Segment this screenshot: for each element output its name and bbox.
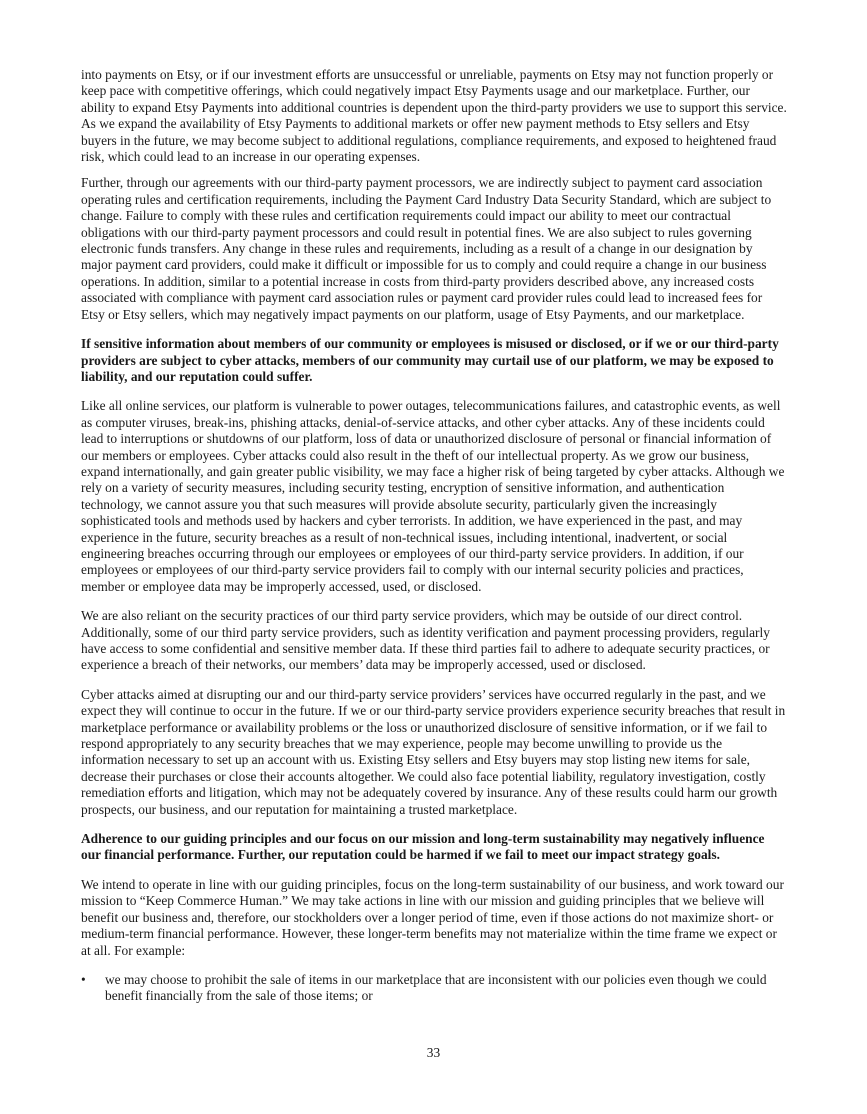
section-heading-guiding-principles: Adherence to our guiding principles and our focus on our mission and long-term sustainability may negatively influence our financial performance. Further, our reputation could be harmed if we fail to meet our impact strategy goals. xyxy=(81,831,765,863)
bullet-text: we may choose to prohibit the sale of items in our marketplace that are inconsistent with our policies even though we could benefit financially from the sale of those items; or xyxy=(105,971,767,1004)
page-number: 33 xyxy=(426,1045,441,1060)
paragraph-platform-vulnerability: Like all online services, our platform is vulnerable to power outages, telecommunications failures, and catastrophic events, as well as computer viruses, break-ins, phishing attacks, denial-of-service attacks, and other cyber attacks. Any of these incidents could lead to interruptions or shutdowns of our platform, loss of data or unauthorized disclosure of personal or financial information of our members or employees. Cyber attacks could also result in the theft of our intellectual property. As we grow our business, expand internationally, and gain greater public visibility, we may face a higher risk of being targeted by cyber attacks. Although we rely on a variety of security measures, including security testing, encryption of sensitive information, and authentication technology, we cannot assure you that such measures will provide absolute security, particularly given the increasingly sophisticated tools and methods used by hackers and cyber terrorists. In addition, we have experienced in the past, and may experience in the future, security breaches as a result of non-technical issues, including intentional, inadvertent, or social engineering breaches occurring through our employees or employees of our third-party service providers. In addition, if our employees or employees of our third-party service providers fail to comply with our internal security policies and practices, member or employee data may be improperly accessed, used, or disclosed. xyxy=(81,398,785,594)
paragraph-third-party-security: We are also reliant on the security practices of our third party service providers, which may be outside of our direct control. Additionally, some of our third party service providers, such as identity verification and payment processing providers, regularly have access to some confidential and sensitive member data. If these third parties fail to adhere to adequate security practices, or experience a breach of their networks, our members’ data may be improperly accessed, used or disclosed. xyxy=(81,608,770,673)
paragraph-payment-card-rules: Further, through our agreements with our third-party payment processors, we are indirectly subject to payment card association operating rules and certification requirements, including the Payment Card Industry Data Security Standard, which are subject to change. Failure to comply with these rules and certification requirements could impact our ability to meet our contractual obligations with our third-party payment processors and could result in potential fines. We are also subject to rules governing electronic funds transfers. Any change in these rules and requirements, including as a result of a change in our designation by major payment card providers, could make it difficult or impossible for us to comply and could require a change in our business operations. In addition, similar to a potential increase in costs from third-party providers described above, any increased costs associated with compliance with payment card association rules or payment card provider rules could lead to increased fees for Etsy or Etsy sellers, which may negatively impact payments on our platform, usage of Etsy Payments, and our marketplace. xyxy=(81,175,772,322)
bullet-icon: • xyxy=(81,971,86,987)
paragraph-cyber-attack-consequences: Cyber attacks aimed at disrupting our and our third-party service providers’ services have occurred regularly in the past, and we expect they will continue to occur in the future. If we or our third-party service providers experience security breaches that result in marketplace performance or availability problems or the loss or unauthorized disclosure of sensitive information, or if we fail to respond appropriately to any security breaches that we may experience, people may become unwilling to provide us the information necessary to set up an account with us. Existing Etsy sellers and Etsy buyers may stop listing new items for sale, decrease their purchases or close their accounts altogether. We could also face potential liability, regulatory investigation, costly remediation efforts and litigation, which may not be adequately covered by insurance. Any of these results could harm our growth prospects, our business, and our reputation for maintaining a trusted marketplace. xyxy=(81,686,786,817)
bullet-list-item xyxy=(81,972,787,1005)
paragraph-etsy-payments-expansion: into payments on Etsy, or if our investment efforts are unsuccessful or unreliable, payments on Etsy may not function properly or keep pace with competitive offerings, which could negatively impact Etsy Payments usage and our marketplace. Further, our ability to expand Etsy Payments into additional countries is dependent upon the third-party providers we use to support this service. As we expand the availability of Etsy Payments to additional markets or offer new payment methods to Etsy sellers and Etsy buyers in the future, we may become subject to additional regulations, compliance requirements, and exposed to heightened fraud risk, which could lead to an increase in our operating expenses. xyxy=(81,67,787,165)
paragraph-mission-long-term: We intend to operate in line with our guiding principles, focus on the long-term sustainability of our business, and work toward our mission to “Keep Commerce Human.” We may take actions in line with our mission and guiding principles that we believe will benefit our business and, therefore, our stockholders over a longer period of time, even if those actions do not maximize short- or medium-term financial performance. However, these longer-term benefits may not materialize within the time frame we expect or at all. For example: xyxy=(81,876,784,958)
document-page xyxy=(81,67,787,1005)
section-heading-cyber-attacks: If sensitive information about members of our community or employees is misused or disclosed, or if we or our third-party providers are subject to cyber attacks, members of our community may curtail use of our platform, we may be exposed to liability, and our reputation could suffer. xyxy=(81,336,779,384)
